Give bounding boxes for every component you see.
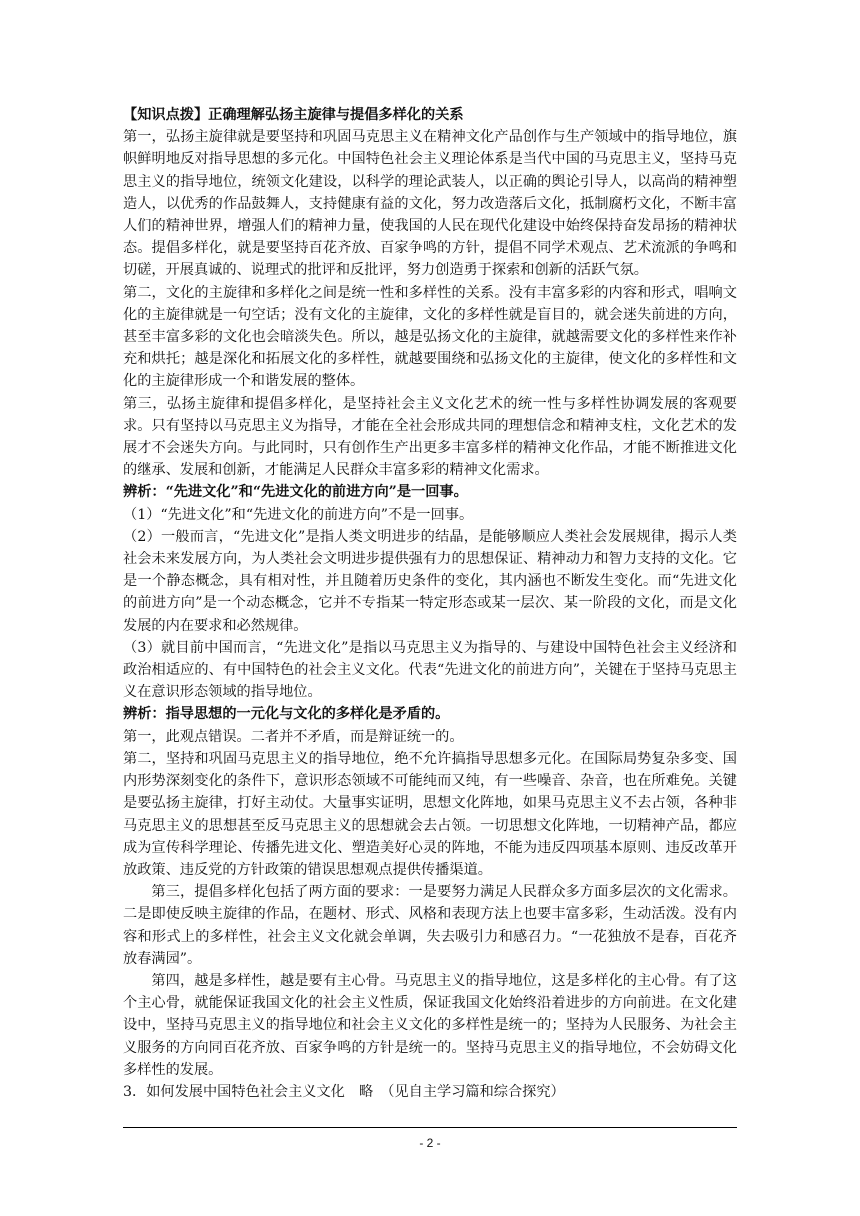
paragraph: 第二，文化的主旋律和多样化之间是统一性和多样性的关系。没有丰富多彩的内容和形式，唱响文化的主旋律就是一句空话；没有文化的主旋律，文化的多样性就是盲目的，就会迷失前进的方向，甚至丰富多彩的文化也会暗淡失色。所以，越是弘扬文化的主旋律，就越需要文化的多样性来作补充和烘托；越是深化和拓展文化的多样性，就越要围绕和弘扬文化的主旋律，使文化的多样性和文化的主旋律形成一个和谐发展的整体。 bbox=[123, 284, 737, 390]
document-body bbox=[123, 104, 737, 1103]
paragraph: 第三，提倡多样化包括了两方面的要求：一是要努力满足人民群众多方面多层次的文化需求。二是即使反映主旋律的作品，在题材、形式、风格和表现方法上也要丰富多彩，生动活泼。没有内容和形式上的多样性，社会主义文化就会单调，失去吸引力和感召力。“一花独放不是春，百花齐放春满园”。 bbox=[123, 884, 737, 967]
footer-divider bbox=[123, 1127, 737, 1128]
paragraph: （2）一般而言，“先进文化”是指人类文明进步的结晶，是能够顺应人类社会发展规律，揭示人类社会未来发展方向，为人类社会文明进步提供强有力的思想保证、精神动力和智力支持的文化。它是一个静态概念，具有相对性，并且随着历史条件的变化，其内涵也不断发生变化。而“先进文化的前进方向”是一个动态概念，它并不专指某一特定形态或某一层次、某一阶段的文化，而是文化发展的内在要求和必然规律。 bbox=[123, 528, 737, 634]
paragraph: （1）“先进文化”和“先进文化的前进方向”不是一回事。 bbox=[123, 506, 474, 523]
section-heading-analysis-2: 辨析：指导思想的一元化与文化的多样化是矛盾的。 bbox=[123, 706, 450, 723]
paragraph: 第一，此观点错误。二者并不矛盾，而是辩证统一的。 bbox=[123, 728, 464, 745]
paragraph: （3）就目前中国而言，“先进文化”是指以马克思主义为指导的、与建设中国特色社会主义经济和政治相适应的、有中国特色的社会主义文化。代表“先进文化的前进方向”，关键在于坚持马克思主义在意识形态领域的指导地位。 bbox=[123, 639, 737, 701]
paragraph: 第四，越是多样性，越是要有主心骨。马克思主义的指导地位，这是多样化的主心骨。有了这个主心骨，就能保证我国文化的社会主义性质，保证我国文化始终沿着进步的方向前进。在文化建设中，坚持马克思主义的指导地位和社会主义文化的多样性是统一的；坚持为人民服务、为社会主义服务的方向同百花齐放、百家争鸣的方针是统一的。坚持马克思主义的指导地位，不会妨碍文化多样性的发展。 bbox=[123, 972, 737, 1078]
paragraph: 第三，弘扬主旋律和提倡多样化，是坚持社会主义文化艺术的统一性与多样性协调发展的客观要求。只有坚持以马克思主义为指导，才能在全社会形成共同的理想信念和精神支柱，文化艺术的发展才不会迷失方向。与此同时，只有创作生产出更多丰富多样的精神文化作品，才能不断推进文化的继承、发展和创新，才能满足人民群众丰富多彩的精神文化需求。 bbox=[123, 395, 737, 479]
paragraph: 第一，弘扬主旋律就是要坚持和巩固马克思主义在精神文化产品创作与生产领域中的指导地位，旗帜鲜明地反对指导思想的多元化。中国特色社会主义理论体系是当代中国的马克思主义，坚持马克思主义的指导地位，统领文化建设，以科学的理论武装人，以正确的舆论引导人，以高尚的精神塑造人，以优秀的作品鼓舞人，支持健康有益的文化，努力改造落后文化，抵制腐朽文化，不断丰富人们的精神世界，增强人们的精神力量，使我国的人民在现代化建设中始终保持奋发昂扬的精神状态。提倡多样化，就是要坚持百花齐放、百家争鸣的方针，提倡不同学术观点、艺术流派的争鸣和切磋，开展真诚的、说理式的批评和反批评，努力创造勇于探索和创新的活跃气氛。 bbox=[123, 129, 737, 279]
section-heading-analysis-1: 辨析：“先进文化”和“先进文化的前进方向”是一回事。 bbox=[123, 484, 468, 501]
page-number: - 2 - bbox=[419, 1136, 441, 1150]
section-heading-knowledge: 【知识点拨】正确理解弘扬主旋律与提倡多样化的关系 bbox=[123, 107, 464, 123]
paragraph: 3．如何发展中国特色社会主义文化 略 （见自主学习篇和综合探究） bbox=[123, 1083, 565, 1100]
paragraph: 第二，坚持和巩固马克思主义的指导地位，绝不允许搞指导思想多元化。在国际局势复杂多变、国内形势深刻变化的条件下，意识形态领域不可能纯而又纯，有一些噪音、杂音，也在所难免。关键是要弘扬主旋律，打好主动仗。大量事实证明，思想文化阵地，如果马克思主义不去占领，各种非马克思主义的思想甚至反马克思主义的思想就会去占领。一切思想文化阵地，一切精神产品，都应成为宣传科学理论、传播先进文化、塑造美好心灵的阵地，不能为违反四项基本原则、违反改革开放政策、违反党的方针政策的错误思想观点提供传播渠道。 bbox=[123, 750, 737, 878]
